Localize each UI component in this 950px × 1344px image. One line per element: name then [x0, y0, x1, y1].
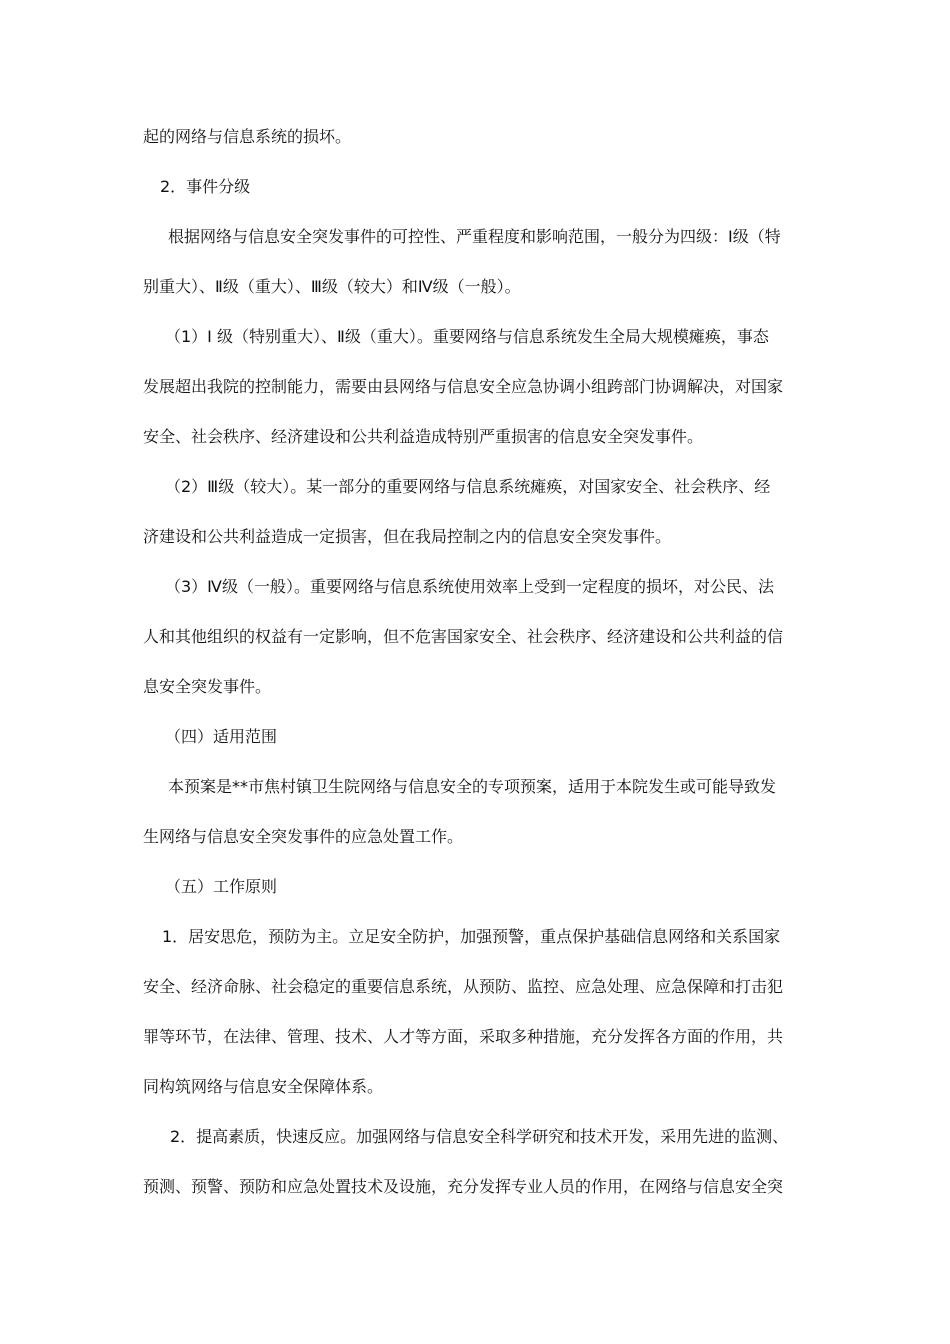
section-heading-scope: （四）适用范围 — [165, 727, 278, 746]
paragraph-line: 罪等环节，在法律、管理、技术、人才等方面，采取多种措施，充分发挥各方面的作用，共 — [143, 1027, 784, 1046]
paragraph-line: 起的网络与信息系统的损坏。 — [143, 127, 352, 146]
paragraph-line: 人和其他组织的权益有一定影响，但不危害国家安全、社会秩序、经济建设和公共利益的信 — [143, 627, 784, 646]
paragraph-line: 同构筑网络与信息安全保障体系。 — [143, 1077, 384, 1096]
section-heading-principles: （五）工作原则 — [165, 877, 278, 896]
paragraph-line: 息安全突发事件。 — [143, 677, 272, 696]
paragraph-line: 根据网络与信息安全突发事件的可控性、严重程度和影响范围，一般分为四级：Ⅰ级（特 — [168, 227, 781, 246]
paragraph-line: （1）Ⅰ 级（特别重大）、Ⅱ级（重大）。重要网络与信息系统发生全局大规模瘫痪，事态 — [165, 327, 769, 346]
paragraph-line: 本预案是**市焦村镇卫生院网络与信息安全的专项预案，适用于本院发生或可能导致发 — [168, 777, 777, 796]
paragraph-line: 安全、社会秩序、经济建设和公共利益造成特别严重损害的信息安全突发事件。 — [143, 427, 704, 446]
paragraph-line: 预测、预警、预防和应急处置技术及设施，充分发挥专业人员的作用，在网络与信息安全突 — [143, 1177, 784, 1196]
document-body — [143, 124, 808, 1224]
paragraph-line: 生网络与信息安全突发事件的应急处置工作。 — [143, 827, 464, 846]
paragraph-line: 别重大）、Ⅱ级（重大）、Ⅲ级（较大）和Ⅳ级（一般）。 — [143, 277, 521, 296]
paragraph-line: 安全、经济命脉、社会稳定的重要信息系统，从预防、监控、应急处理、应急保障和打击犯 — [143, 977, 784, 996]
paragraph-line: 发展超出我院的控制能力，需要由县网络与信息安全应急协调小组跨部门协调解决，对国家 — [143, 377, 784, 396]
paragraph-line: 济建设和公共利益造成一定损害，但在我局控制之内的信息安全突发事件。 — [143, 527, 672, 546]
section-heading-event-classification: 2．事件分级 — [160, 177, 251, 196]
paragraph-line: （3）Ⅳ级（一般）。重要网络与信息系统使用效率上受到一定程度的损坏，对公民、法 — [165, 577, 774, 596]
paragraph-line: （2）Ⅲ级（较大）。某一部分的重要网络与信息系统瘫痪，对国家安全、社会秩序、经 — [165, 477, 771, 496]
paragraph-line: 2．提高素质，快速反应。加强网络与信息安全科学研究和技术开发，采用先进的监测、 — [170, 1127, 789, 1146]
paragraph-line: 1．居安思危，预防为主。立足安全防护，加强预警，重点保护基础信息网络和关系国家 — [162, 927, 781, 946]
